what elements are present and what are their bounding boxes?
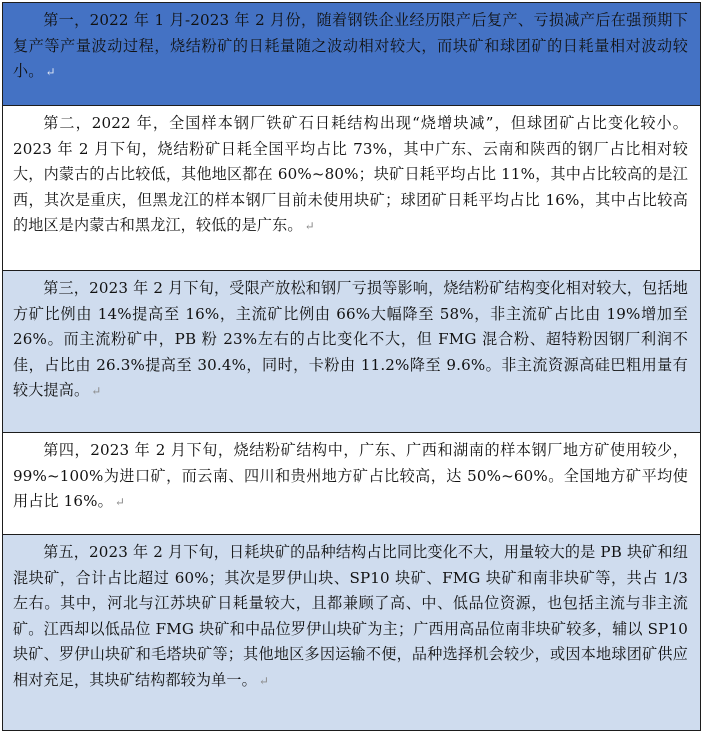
paragraph-text-1: 第一，2022 年 1 月-2023 年 2 月份，随着钢铁企业经历限产后复产、亏损减产后在强预期下复产等产量波动过程，烧结粉矿的日耗量随之波动相对较大，而块矿和球团矿的日耗量相对波动较小。 <box>13 11 688 80</box>
paragraph-text-2: 第二，2022 年，全国样本钢厂铁矿石日耗结构出现“烧增块减”，但球团矿占比变化较小。2023 年 2 月下旬，烧结粉矿日耗全国平均占比 73%，其中广东、云南和陕西的钢厂占比相对较大，内蒙古的占比较低，其他地区都在 60%~80%；块矿日耗平均占比 11%，其中占比较高的是江西，其次是重庆，但黑龙江的样本钢厂目前未使用块矿；球团矿日耗平均占比 16%，其中占比较高的地区是内蒙古和黑龙江，较低的是广东。 <box>13 114 688 234</box>
paragraph-cell-3 <box>2 270 701 433</box>
paragraph-text-4: 第四，2023 年 2 月下旬，烧结粉矿结构中，广东、广西和湖南的样本钢厂地方矿使用较少，99%~100%为进口矿，而云南、四川和贵州地方矿占比较高，达 50%~60%。全国地方矿平均使用占比 16%。 <box>13 441 688 510</box>
paragraph-mark-icon: ↵ <box>258 673 270 688</box>
paragraph-text-5: 第五，2023 年 2 月下旬，日耗块矿的品种结构占比同比变化不大，用量较大的是 PB 块矿和纽混块矿，合计占比超过 60%；其次是罗伊山块、SP10 块矿、FMG 块矿和南非块矿等，共占 1/3 左右。其中，河北与江苏块矿日耗量较大，且都兼顾了高、中、低品位资源，也包括主流与非主流矿。江西却以低品位 FMG 块矿和中品位罗伊山块矿为主；广西用高品位南非块矿较多，辅以 SP10 块矿、罗伊山块矿和毛塔块矿等；其他地区多因运输不便，品种选择机会较少，或因本地球团矿供应相对充足，其块矿结构都较为单一。 <box>13 543 688 689</box>
paragraph-cell-4 <box>2 432 701 535</box>
paragraph-cell-2 <box>2 105 701 271</box>
paragraph-mark-icon: ↵ <box>114 495 126 509</box>
paragraph-text-3: 第三，2023 年 2 月下旬，受限产放松和钢厂亏损等影响，烧结粉矿结构变化相对较大，包括地方矿比例由 14%提高至 16%，主流矿比例由 66%大幅降至 58%，非主流矿占比由 19%增加至 26%。而主流粉矿中，PB 粉 23%左右的占比变化不大，但 FMG 混合粉、超特粉因钢厂利润不佳，占比由 26.3%提高至 30.4%，同时，卡粉由 11.2%降至 9.6%。非主流资源高硅巴粗用量有较大提高。 <box>13 279 688 399</box>
paragraph-mark-icon: ↵ <box>304 219 315 233</box>
paragraph-cell-5 <box>2 534 701 731</box>
paragraph-mark-icon: ↵ <box>91 384 102 398</box>
paragraph-cell-1 <box>2 2 701 106</box>
paragraph-mark-icon: ↵ <box>45 65 56 79</box>
